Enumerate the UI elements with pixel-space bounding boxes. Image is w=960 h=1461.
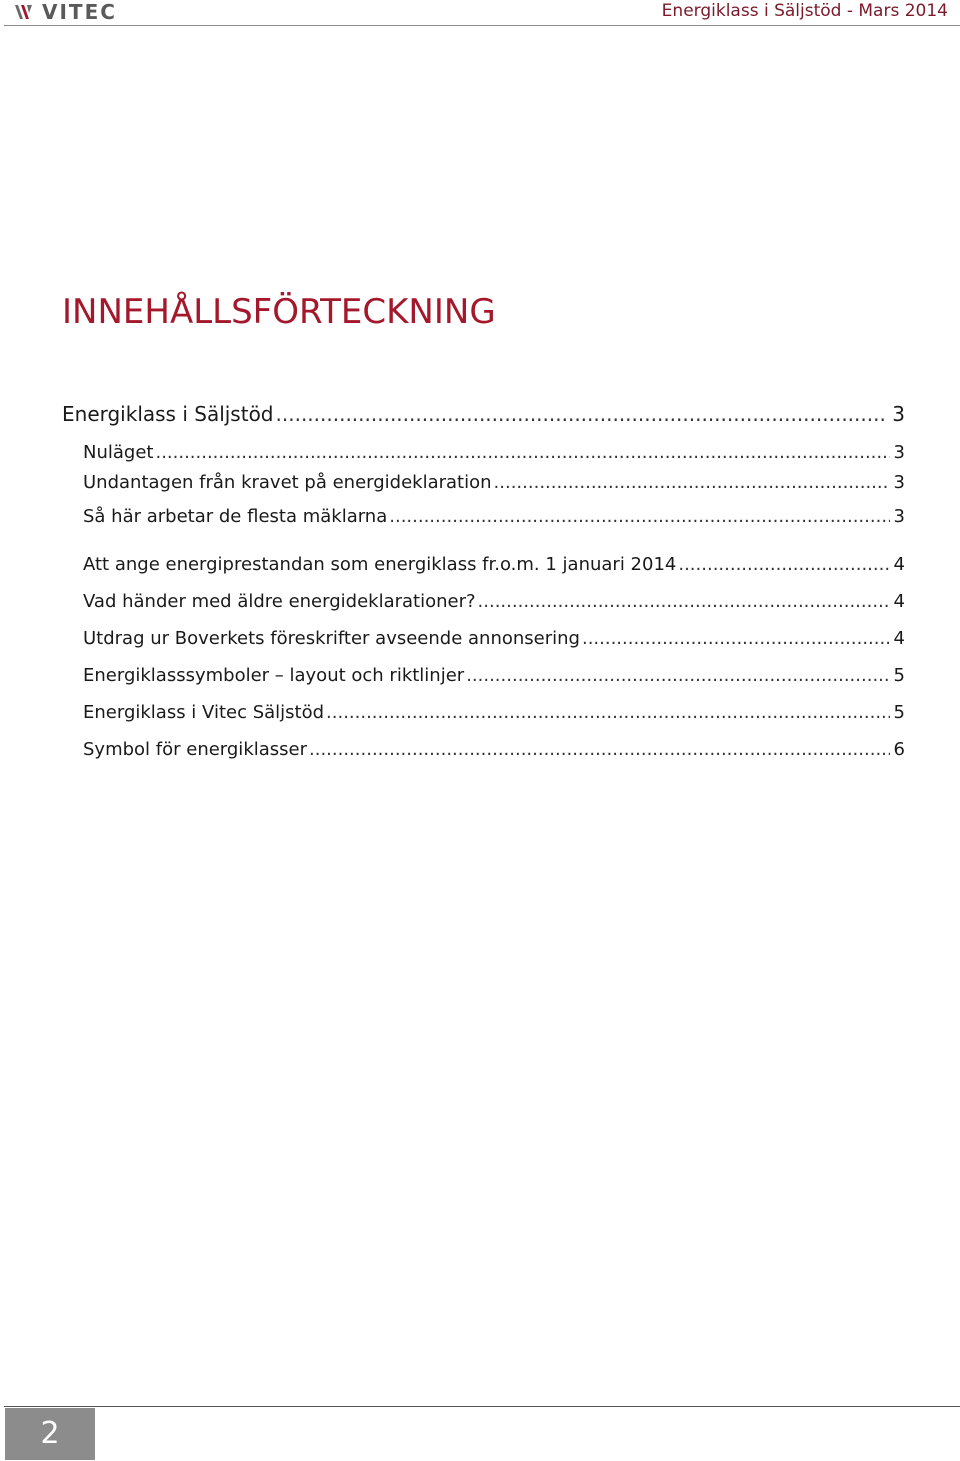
logo-text: VITEC (42, 0, 117, 24)
toc-entry-title: Energiklasssymboler – layout och riktlinjer (83, 665, 465, 686)
footer-divider (4, 1406, 960, 1407)
toc-leader-dots (582, 628, 890, 649)
toc-entry-page: 3 (893, 506, 905, 527)
toc-entry-page: 4 (893, 628, 905, 649)
toc-entry[interactable] (62, 402, 905, 432)
toc-leader-dots (326, 702, 890, 723)
toc-leader-dots (466, 665, 889, 686)
toc-entry-page: 4 (893, 554, 905, 575)
toc-entry-title: Att ange energiprestandan som energiklass fr.o.m. 1 januari 2014 (83, 554, 677, 575)
toc-entry[interactable] (83, 472, 905, 500)
toc-entry-title: Symbol för energiklasser (83, 739, 307, 760)
toc-entry-title: Energiklass i Vitec Säljstöd (83, 702, 325, 723)
toc-entry-title: Nuläget (83, 442, 154, 463)
toc-entry-page: 5 (893, 665, 905, 686)
toc-entry[interactable] (83, 554, 905, 582)
toc-entry-page: 5 (893, 702, 905, 723)
toc-entry-title: Energiklass i Säljstöd (62, 402, 274, 426)
toc-entry-page: 4 (893, 591, 905, 612)
toc-heading: INNEHÅLLSFÖRTECKNING (62, 292, 496, 332)
toc-leader-dots (389, 506, 889, 527)
header-title: Energiklass i Säljstöd - Mars 2014 (661, 1, 948, 21)
toc-entry[interactable] (83, 506, 905, 534)
toc-entry[interactable] (83, 628, 905, 656)
vitec-logo-icon (14, 3, 36, 21)
page-number-box (5, 1408, 95, 1460)
page-header (0, 0, 960, 27)
toc-leader-dots (155, 442, 889, 463)
toc-entry-title: Undantagen från kravet på energideklaration (83, 472, 492, 493)
toc-leader-dots (494, 472, 890, 493)
toc-entry[interactable] (83, 739, 905, 767)
toc-entry-page: 6 (893, 739, 905, 760)
toc-entry-page: 3 (892, 402, 905, 426)
page-number: 2 (40, 1416, 60, 1451)
toc-leader-dots (678, 554, 889, 575)
toc-entry-page: 3 (893, 442, 905, 463)
toc-entry-title: Vad händer med äldre energideklarationer? (83, 591, 476, 612)
toc-entry[interactable] (83, 702, 905, 730)
toc-entry[interactable] (83, 591, 905, 619)
header-divider (4, 25, 960, 26)
toc-entry-title: Utdrag ur Boverkets föreskrifter avseende annonsering (83, 628, 580, 649)
toc-entry-page: 3 (893, 472, 905, 493)
toc-leader-dots (309, 739, 890, 760)
toc-entry[interactable] (83, 442, 905, 470)
toc-leader-dots (276, 402, 889, 426)
toc-entry[interactable] (83, 665, 905, 693)
toc-leader-dots (478, 591, 890, 612)
toc-entry-title: Så här arbetar de flesta mäklarna (83, 506, 388, 527)
vitec-logo (14, 2, 117, 22)
